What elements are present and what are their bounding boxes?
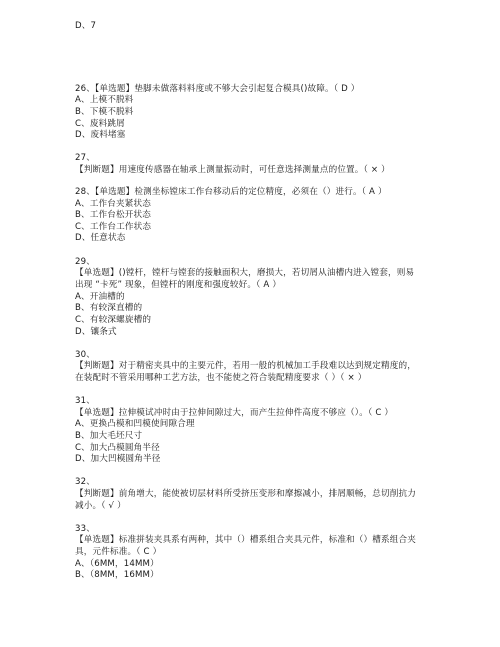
option-a-q31: A、更换凸模和凹模使间隙合理 xyxy=(75,419,195,429)
option-d-q26: D、废料堵塞 xyxy=(75,130,126,140)
option-d-q28: D、任意状态 xyxy=(75,233,126,243)
option-d-q29: D、镶条式 xyxy=(75,327,117,337)
option-b-q29: B、有较深直槽的 xyxy=(75,303,143,313)
question-number-30: 30、 xyxy=(75,350,95,360)
option-a-q29: A、开油槽的 xyxy=(75,292,125,302)
option-d-q25: D、7 xyxy=(75,21,97,31)
option-b-q26: B、下模不脱料 xyxy=(75,107,134,117)
option-c-q29: C、有较深螺旋槽的 xyxy=(75,315,152,325)
question-33-line-2: 具，元件标准。（ C ） xyxy=(75,547,162,557)
option-a-q28: A、工作台夹紧状态 xyxy=(75,199,151,209)
question-27: 【判断题】用速度传感器在轴承上测量振动时，可任意选择测量点的位置。（ × ） xyxy=(75,165,390,175)
question-32-line-1: 【判断题】前角增大，能使被切层材料所受挤压变形和摩擦减小，排屑顺畅，总切削抗力 xyxy=(75,489,417,499)
option-c-q26: C、废料跳屑 xyxy=(75,119,125,129)
option-c-q31: C、加大凸模圆角半径 xyxy=(75,443,160,453)
question-29-line-2: 出现 “卡死” 现象，但镗杆的刚度和强度较好。（ A ） xyxy=(75,280,282,290)
question-33-line-1: 【单选题】标准拼装夹具系有两种，其中（）槽系组合夹具元件，标准和（）槽系组合夹 xyxy=(75,535,417,545)
question-30-line-1: 【判断题】对于精密夹具中的主要元件，若用一般的机械加工手段难以达到规定精度的， xyxy=(75,361,417,371)
question-number-32: 32、 xyxy=(75,477,95,487)
question-number-27: 27、 xyxy=(75,153,95,163)
question-26: 26、【单选题】垫脚未做落料料度或不够大会引起复合模具()故障。（ D ） xyxy=(75,84,360,94)
question-number-29: 29、 xyxy=(75,257,95,267)
question-29-line-1: 【单选题】()镗杆，镗杆与镗套的接触面积大，磨损大，若切屑从油槽内进入镗套，则易 xyxy=(75,268,415,278)
option-d-q31: D、加大凹模圆角半径 xyxy=(75,454,161,464)
option-b-q28: B、工作台松开状态 xyxy=(75,210,151,220)
option-a-q26: A、上模不脱料 xyxy=(75,95,134,105)
question-32-line-2: 减小。（ √ ） xyxy=(75,501,126,511)
option-a-q33: A、（6MM，14MM） xyxy=(75,559,159,569)
option-c-q28: C、工作台工作状态 xyxy=(75,222,152,232)
option-b-q33: B、（8MM，16MM） xyxy=(75,570,159,580)
question-28: 28、【单选题】检测坐标镗床工作台移动后的定位精度，必须在（）进行。（ A ） xyxy=(75,187,387,197)
option-b-q31: B、加大毛坯尺寸 xyxy=(75,431,143,441)
question-30-line-2: 在装配时不管采用哪种工艺方法，也不能使之符合装配精度要求（ ）（ × ） xyxy=(75,373,367,383)
question-number-31: 31、 xyxy=(75,396,95,406)
question-number-33: 33、 xyxy=(75,524,95,534)
question-31: 【单选题】拉伸模试冲时由于拉伸间隙过大，而产生拉伸件高度不够应（）。（ C ） xyxy=(75,408,394,418)
